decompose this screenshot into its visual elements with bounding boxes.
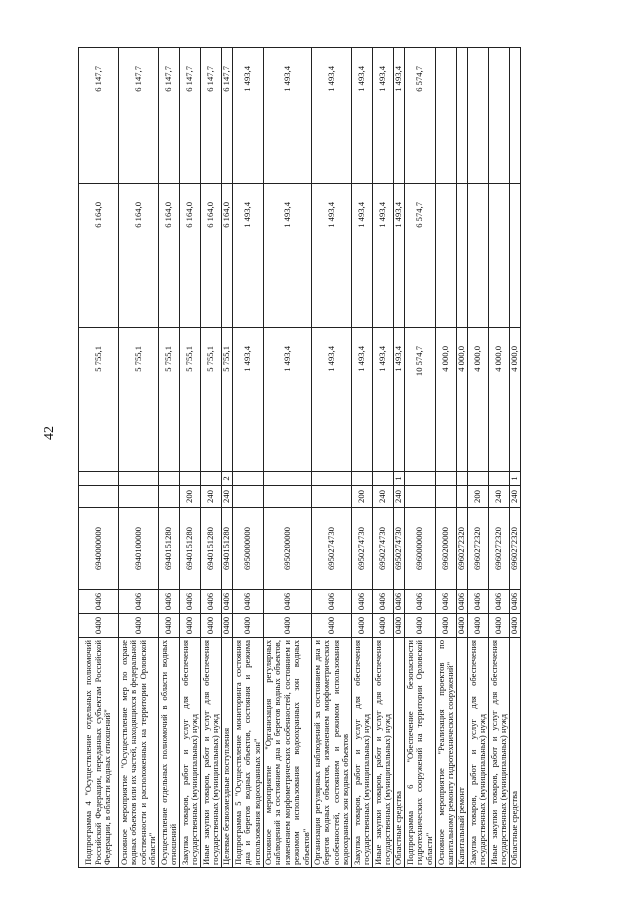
table-row <box>159 48 180 868</box>
target-article-code: 6940000000 <box>79 508 119 590</box>
subsection-code: 0406 <box>180 590 201 614</box>
extra-code <box>119 472 159 486</box>
section-code: 0400 <box>233 614 264 638</box>
amount-year-3 <box>468 48 489 184</box>
table-row <box>119 48 159 868</box>
budget-table <box>78 47 521 868</box>
expense-type-code <box>233 486 264 508</box>
amount-year-3: 6 147,7 <box>180 48 201 184</box>
page-number: 42 <box>42 426 57 440</box>
target-article-code: 6940151280 <box>159 508 180 590</box>
expense-type-code: 240 <box>201 486 222 508</box>
extra-code <box>352 472 373 486</box>
table-body <box>79 48 521 868</box>
target-article-code: 6940100000 <box>119 508 159 590</box>
row-name: Областные средства <box>394 638 405 868</box>
expense-type-code <box>159 486 180 508</box>
section-code: 0400 <box>312 614 352 638</box>
table-row <box>489 48 510 868</box>
table-row <box>180 48 201 868</box>
section-code: 0400 <box>79 614 119 638</box>
subsection-code: 0406 <box>119 590 159 614</box>
row-name: Иные закупки товаров, работ и услуг для обеспечения государственных (муниципальных) нужд <box>489 638 510 868</box>
amount-year-2: 6 164,0 <box>119 184 159 328</box>
target-article-code: 6950200000 <box>264 508 312 590</box>
amount-year-3: 6 147,7 <box>222 48 233 184</box>
expense-type-code <box>405 486 436 508</box>
section-code: 0400 <box>405 614 436 638</box>
extra-code <box>79 472 119 486</box>
extra-code <box>180 472 201 486</box>
amount-year-1: 5 755,1 <box>180 328 201 472</box>
expense-type-code: 200 <box>352 486 373 508</box>
table-row <box>457 48 468 868</box>
amount-year-1: 1 493,4 <box>312 328 352 472</box>
amount-year-1: 5 755,1 <box>159 328 180 472</box>
extra-code <box>457 472 468 486</box>
row-name: Основное мероприятие "Осуществление мер по охране водных объектов или их частей, находящихся в федеральной собственности и расположенных на территории Орловской области" <box>119 638 159 868</box>
table-row <box>201 48 222 868</box>
amount-year-3 <box>489 48 510 184</box>
amount-year-3 <box>457 48 468 184</box>
row-name: Целевые безвозмездные поступления <box>222 638 233 868</box>
extra-code: 1 <box>510 472 521 486</box>
amount-year-1: 4 000,0 <box>436 328 457 472</box>
amount-year-2: 1 493,4 <box>264 184 312 328</box>
row-name: Основное мероприятие "Организация регулярных наблюдений за состоянием дна и берегов водных объектов, изменением морфометрических особенностей, состоянием и режимом использования водоохранных зон водных объектов" <box>264 638 312 868</box>
expense-type-code: 240 <box>222 486 233 508</box>
amount-year-2: 6 164,0 <box>180 184 201 328</box>
subsection-code: 0406 <box>489 590 510 614</box>
section-code: 0400 <box>264 614 312 638</box>
amount-year-1: 5 755,1 <box>222 328 233 472</box>
row-name: Подпрограмма 5 "Осуществление мониторинга состояния дна и берегов водных объектов, состояния и режима использования водоохранных зон" <box>233 638 264 868</box>
section-code: 0400 <box>510 614 521 638</box>
target-article-code: 6950000000 <box>233 508 264 590</box>
amount-year-2 <box>436 184 457 328</box>
section-code: 0400 <box>180 614 201 638</box>
extra-code: 1 <box>394 472 405 486</box>
table-row <box>79 48 119 868</box>
row-name: Осуществление отдельных полномочий в области водных отношений <box>159 638 180 868</box>
target-article-code: 6940151280 <box>180 508 201 590</box>
section-code: 0400 <box>468 614 489 638</box>
table-row <box>373 48 394 868</box>
amount-year-1: 1 493,4 <box>233 328 264 472</box>
subsection-code: 0406 <box>457 590 468 614</box>
amount-year-1: 4 000,0 <box>510 328 521 472</box>
amount-year-2: 1 493,4 <box>352 184 373 328</box>
row-name: Организация регулярных наблюдений за состоянием дна и берегов водных объектов, изменением морфометрических особенностей, состоянием и режимом использования водоохранных зон водных объектов <box>312 638 352 868</box>
amount-year-2: 6 164,0 <box>222 184 233 328</box>
table-row <box>394 48 405 868</box>
amount-year-1: 4 000,0 <box>468 328 489 472</box>
extra-code <box>405 472 436 486</box>
amount-year-2: 6 164,0 <box>79 184 119 328</box>
amount-year-3: 1 493,4 <box>373 48 394 184</box>
extra-code <box>468 472 489 486</box>
section-code: 0400 <box>159 614 180 638</box>
target-article-code: 6960272320 <box>510 508 521 590</box>
table-row <box>233 48 264 868</box>
extra-code <box>264 472 312 486</box>
extra-code <box>312 472 352 486</box>
section-code: 0400 <box>489 614 510 638</box>
section-code: 0400 <box>119 614 159 638</box>
target-article-code: 6950274730 <box>373 508 394 590</box>
amount-year-2: 6 574,7 <box>405 184 436 328</box>
amount-year-3 <box>436 48 457 184</box>
target-article-code: 6950274730 <box>352 508 373 590</box>
subsection-code: 0406 <box>159 590 180 614</box>
expense-type-code: 240 <box>510 486 521 508</box>
row-name: Областные средства <box>510 638 521 868</box>
row-name: Основное мероприятие "Реализация проектов по капитальному ремонту гидротехнических сооружений" <box>436 638 457 868</box>
target-article-code: 6950274730 <box>312 508 352 590</box>
row-name: Закупка товаров, работ и услуг для обеспечения государственных (муниципальных) нужд <box>352 638 373 868</box>
amount-year-2 <box>468 184 489 328</box>
table-row <box>405 48 436 868</box>
subsection-code: 0406 <box>201 590 222 614</box>
section-code: 0400 <box>352 614 373 638</box>
table-row <box>312 48 352 868</box>
row-name: Закупка товаров, работ и услуг для обеспечения государственных (муниципальных) нужд <box>468 638 489 868</box>
table-row <box>352 48 373 868</box>
amount-year-1: 5 755,1 <box>79 328 119 472</box>
amount-year-3: 6 574,7 <box>405 48 436 184</box>
amount-year-2: 6 164,0 <box>159 184 180 328</box>
table-row <box>436 48 457 868</box>
amount-year-2: 1 493,4 <box>373 184 394 328</box>
amount-year-3: 6 147,7 <box>119 48 159 184</box>
expense-type-code: 240 <box>489 486 510 508</box>
amount-year-1: 4 000,0 <box>457 328 468 472</box>
amount-year-3: 1 493,4 <box>264 48 312 184</box>
subsection-code: 0406 <box>312 590 352 614</box>
subsection-code: 0406 <box>468 590 489 614</box>
amount-year-3 <box>510 48 521 184</box>
subsection-code: 0406 <box>394 590 405 614</box>
amount-year-1: 10 574,7 <box>405 328 436 472</box>
target-article-code: 6960272320 <box>457 508 468 590</box>
section-code: 0400 <box>373 614 394 638</box>
amount-year-3: 1 493,4 <box>312 48 352 184</box>
row-name: Капитальный ремонт <box>457 638 468 868</box>
amount-year-1: 4 000,0 <box>489 328 510 472</box>
expense-type-code <box>436 486 457 508</box>
section-code: 0400 <box>436 614 457 638</box>
subsection-code: 0406 <box>510 590 521 614</box>
expense-type-code <box>79 486 119 508</box>
subsection-code: 0406 <box>373 590 394 614</box>
subsection-code: 0406 <box>222 590 233 614</box>
extra-code: 2 <box>222 472 233 486</box>
row-name: Иные закупки товаров, работ и услуг для обеспечения государственных (муниципальных) нужд <box>373 638 394 868</box>
target-article-code: 6950274730 <box>394 508 405 590</box>
amount-year-3: 6 147,7 <box>79 48 119 184</box>
extra-code <box>159 472 180 486</box>
expense-type-code <box>312 486 352 508</box>
table-row <box>468 48 489 868</box>
table-row <box>264 48 312 868</box>
amount-year-3: 6 147,7 <box>201 48 222 184</box>
extra-code <box>489 472 510 486</box>
target-article-code: 6960200000 <box>436 508 457 590</box>
amount-year-2: 1 493,4 <box>394 184 405 328</box>
subsection-code: 0406 <box>352 590 373 614</box>
subsection-code: 0406 <box>264 590 312 614</box>
section-code: 0400 <box>222 614 233 638</box>
row-name: Подпрограмма 4 "Осуществление отдельных полномочий Российской Федерации, переданных субъектам Российской Федерации, в области водных отношений" <box>79 638 119 868</box>
amount-year-2 <box>457 184 468 328</box>
subsection-code: 0406 <box>436 590 457 614</box>
extra-code <box>436 472 457 486</box>
expense-type-code <box>119 486 159 508</box>
amount-year-1: 5 755,1 <box>119 328 159 472</box>
expense-type-code: 240 <box>373 486 394 508</box>
subsection-code: 0406 <box>405 590 436 614</box>
section-code: 0400 <box>394 614 405 638</box>
amount-year-3: 1 493,4 <box>352 48 373 184</box>
amount-year-2 <box>510 184 521 328</box>
table-row <box>510 48 521 868</box>
amount-year-2: 6 164,0 <box>201 184 222 328</box>
extra-code <box>201 472 222 486</box>
extra-code <box>373 472 394 486</box>
amount-year-2: 1 493,4 <box>233 184 264 328</box>
amount-year-1: 1 493,4 <box>373 328 394 472</box>
amount-year-3: 1 493,4 <box>394 48 405 184</box>
target-article-code: 6960000000 <box>405 508 436 590</box>
target-article-code: 6940151280 <box>201 508 222 590</box>
subsection-code: 0406 <box>233 590 264 614</box>
amount-year-1: 1 493,4 <box>394 328 405 472</box>
amount-year-3: 1 493,4 <box>233 48 264 184</box>
table-row <box>222 48 233 868</box>
row-name: Закупка товаров, работ и услуг для обеспечения государственных (муниципальных) нужд <box>180 638 201 868</box>
target-article-code: 6940151280 <box>222 508 233 590</box>
expense-type-code: 200 <box>468 486 489 508</box>
expense-type-code: 240 <box>394 486 405 508</box>
row-name: Подпрограмма 6 "Обеспечение безопасности гидротехнических сооружений на территории Орловской области" <box>405 638 436 868</box>
section-code: 0400 <box>457 614 468 638</box>
row-name: Иные закупки товаров, работ и услуг для обеспечения государственных (муниципальных) нужд <box>201 638 222 868</box>
amount-year-1: 1 493,4 <box>352 328 373 472</box>
target-article-code: 6960272320 <box>468 508 489 590</box>
amount-year-1: 5 755,1 <box>201 328 222 472</box>
subsection-code: 0406 <box>79 590 119 614</box>
extra-code <box>233 472 264 486</box>
amount-year-3: 6 147,7 <box>159 48 180 184</box>
section-code: 0400 <box>201 614 222 638</box>
expense-type-code <box>264 486 312 508</box>
amount-year-2: 1 493,4 <box>312 184 352 328</box>
rotated-table-container <box>78 48 608 868</box>
expense-type-code: 200 <box>180 486 201 508</box>
expense-type-code <box>457 486 468 508</box>
target-article-code: 6960272320 <box>489 508 510 590</box>
amount-year-1: 1 493,4 <box>264 328 312 472</box>
amount-year-2 <box>489 184 510 328</box>
